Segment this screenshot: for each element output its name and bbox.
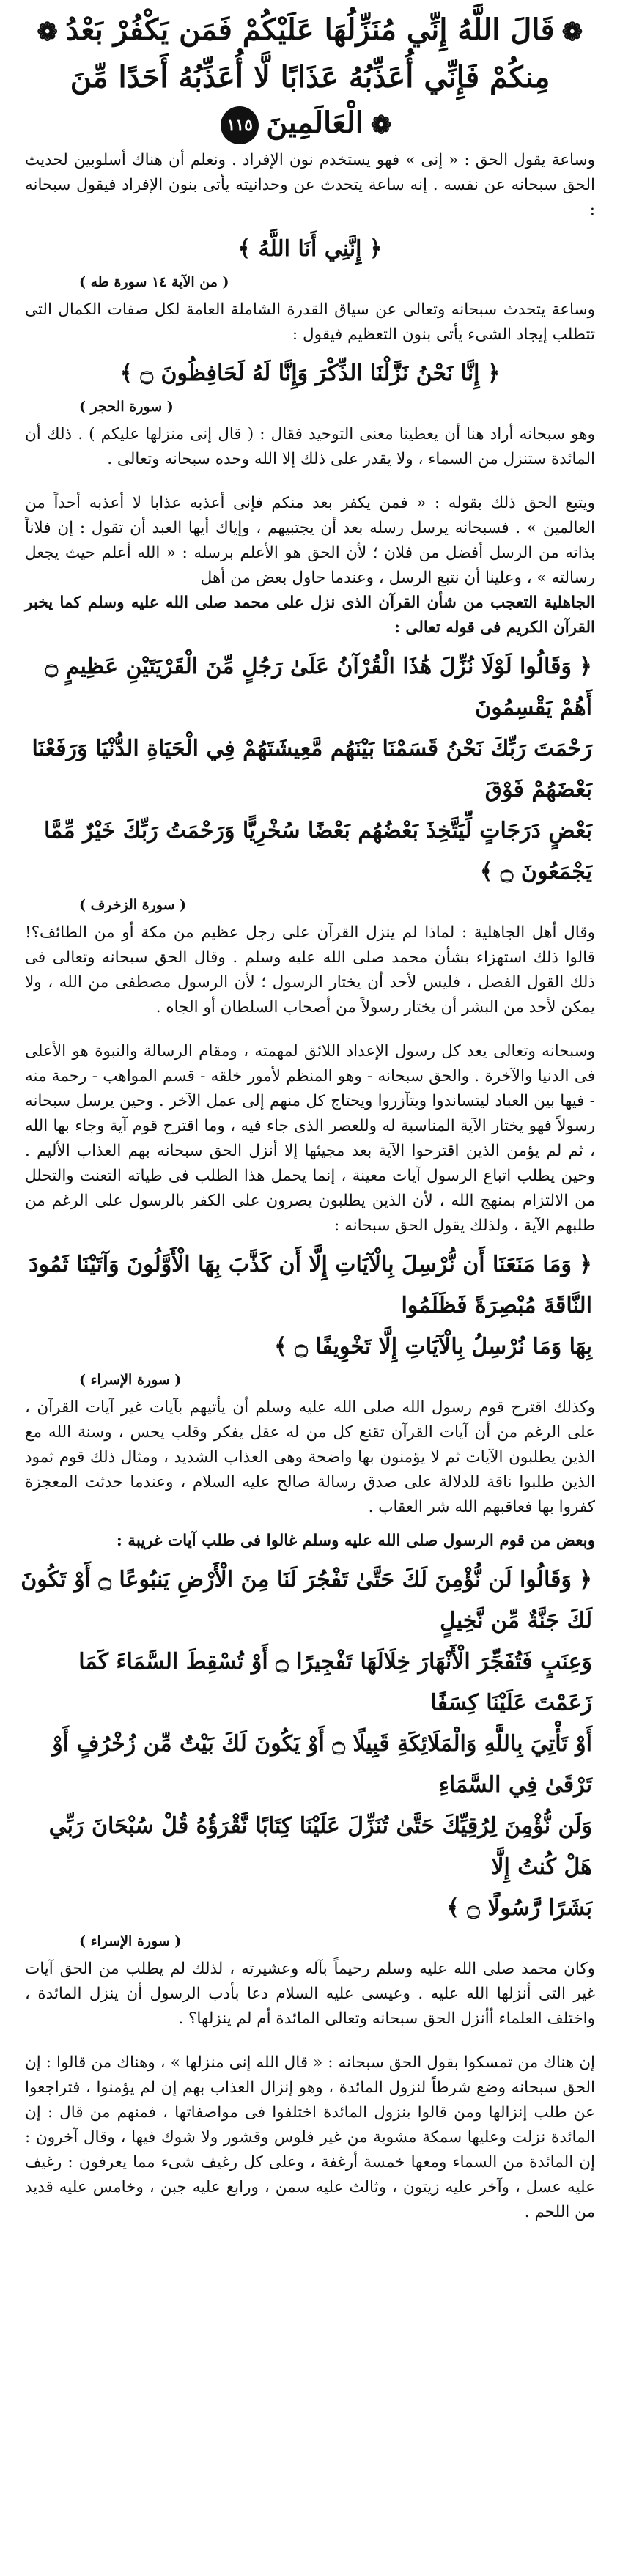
surah-reference: ( سورة الإسراء ) (79, 1372, 182, 1388)
verse-header (21, 7, 599, 148)
verse-number-badge: ١١٥ (221, 106, 259, 144)
surah-reference: ( من الآية ١٤ سورة طه ) (79, 274, 229, 290)
spacer (21, 2031, 599, 2051)
quran-quote (21, 1560, 599, 1929)
spacer (21, 472, 599, 491)
paragraph: إن هناك من تمسكوا بقول الحق سبحانه : « قال الله إنى منزلها » ، وهناك من قالوا : إن الحق سبحانه وضع شرطاً لنزول المائدة ، وهو إنزال العذاب بهم إن لم يؤمنوا ، فتراجعوا عن طلب إنزالها ومن قالوا بنزول المائدة اختلفوا فى مواصفاتها ، فمنهم من قال : إن المائدة نزلت وعليها سمكة مشوية من غير فلوس وقشور ولا شوك فيها ، وقال آخرون : إن المائدة من السماء ومعها خمسة أرغفة ، وعلى كل رغيف شىء مما يعرفون : رغيف عليه عسل ، وآخر عليه زيتون ، وثالث عليه سمن ، ورابع عليه جبن ، وخامس عليه قديد من اللحم . (25, 2053, 595, 2221)
quran-quote (21, 646, 599, 893)
quran-quote-line: وَلَن نُّؤْمِنَ لِرُقِيِّكَ حَتَّىٰ تُنَزِّلَ عَلَيْنَا كِتَابًا نَّقْرَؤُهُ قُلْ سُبْحَانَ رَبِّي هَلْ كُنتُ إِلَّا (48, 1813, 592, 1880)
quran-quote-line: ﴿ إِنَّا نَحْنُ نَزَّلْنَا الذِّكْرَ وَإِنَّا لَهُ لَحَافِظُونَ ۝ ﴾ (119, 361, 501, 386)
quran-quote-line: ﴿ وَقَالُوا لَوْلَا نُزِّلَ هَٰذَا الْقُرْآنُ عَلَىٰ رَجُلٍ مِّنَ الْقَرْيَتَيْنِ عَظِيمٍ ۝ أَهُمْ يَقْسِمُونَ (45, 654, 592, 720)
ornament-icon: ❁ (370, 111, 392, 140)
verse-header-line (21, 55, 599, 100)
quran-quote (21, 353, 599, 394)
surah-reference: ( سورة الزخرف ) (79, 897, 187, 913)
verse-header-text: قَالَ اللَّهُ إِنِّي مُنَزِّلُهَا عَلَيْكُمْ فَمَن يَكْفُرْ بَعْدُ (65, 12, 555, 47)
quran-quote-line: بَعْضٍ دَرَجَاتٍ لِّيَتَّخِذَ بَعْضُهُم بَعْضًا سُخْرِيًّا وَرَحْمَتُ رَبِّكَ خَيْرٌ مِّمَّا يَجْمَعُونَ ۝ ﴾ (43, 818, 592, 885)
verse-header-text: مِنكُمْ فَإِنِّي أُعَذِّبُهُ عَذَابًا لَّا أُعَذِّبُهُ أَحَدًا مِّنَ (70, 60, 550, 95)
content (21, 148, 599, 2225)
quran-quote-line: بَشَرًا رَّسُولًا ۝ ﴾ (446, 1895, 592, 1921)
paragraph: وساعة يتحدث سبحانه وتعالى عن سياق القدرة الشاملة العامة لكل صفات الكمال التى تتطلب إيجاد الشىء يأتى بنون التعظيم فيقول : (25, 300, 595, 344)
verse-header-line (21, 7, 599, 55)
quran-quote (21, 229, 599, 270)
verse-header-line (21, 100, 599, 148)
paragraph: وقال أهل الجاهلية : لماذا لم ينزل القرآن على رجل عظيم من مكة أو من الطائف؟! قالوا ذلك استهزاء بشأن محمد صلى الله عليه وسلم . وقال الحق سبحانه وتعالى فى ذلك القول الفصل ، فليس لأحد أن يختار الرسول ؛ لأن الرسول مصطفى من الله ، ولا يمكن لأحد من البشر أن يختار رسولاً من أصحاب السلطان أو الجاه . (25, 923, 595, 1016)
quran-quote-line: بِهَا وَمَا نُرْسِلُ بِالْآيَاتِ إِلَّا تَخْوِيفًا ۝ ﴾ (274, 1334, 592, 1359)
paragraph: وساعة يقول الحق : « إنى » فهو يستخدم نون الإفراد . ونعلم أن هناك أسلوبين لحديث الحق سبحانه عن نفسه . إنه ساعة يتحدث عن وحدانيته يأتى بنون الإفراد فيقول سبحانه : (25, 151, 595, 219)
quran-quote (21, 1244, 599, 1368)
ornament-icon: ❁ (37, 18, 59, 47)
paragraph: ويتبع الحق ذلك بقوله : « فمن يكفر بعد منكم فإنى أعذبه عذابا لا أعذبه أحداً من العالمين » . فسبحانه يرسل رسله بعد أن يجتبيهم ، وإياك أيها العبد أن تقول : إن فلاناً بذاته من الرسل أفضل من فلان ؛ لأن الحق هو الأعلم برسله : « الله أعلم حيث يجعل رسالته » ، وعلينا أن نتبع الرسل ، وعندما حاول بعض من أهل (25, 494, 595, 587)
spacer (21, 1520, 599, 1529)
paragraph: الجاهلية التعجب من شأن القرآن الذى نزل على محمد صلى الله عليه وسلم كما يخبر القرآن الكريم فى قوله تعالى : (25, 594, 595, 637)
quran-quote-line: ﴿ إِنَّنِي أَنَا اللَّهُ ﴾ (237, 236, 383, 262)
surah-reference: ( سورة الحجر ) (79, 399, 174, 415)
surah-reference: ( سورة الإسراء ) (79, 1933, 182, 1949)
page (21, 0, 599, 2576)
verse-header-text: الْعَالَمِينَ (266, 106, 363, 140)
quran-quote-line: وَعِنَبٍ فَتُفَجِّرَ الْأَنْهَارَ خِلَالَهَا تَفْجِيرًا ۝ أَوْ تُسْقِطَ السَّمَاءَ كَمَا زَعَمْتَ عَلَيْنَا كِسَفًا (78, 1649, 592, 1716)
quran-quote-line: ﴿ وَمَا مَنَعَنَا أَن نُّرْسِلَ بِالْآيَاتِ إِلَّا أَن كَذَّبَ بِهَا الْأَوَّلُونَ وَآتَيْنَا ثَمُودَ النَّاقَةَ مُبْصِرَةً فَظَلَمُوا (29, 1252, 592, 1318)
quran-quote-line: رَحْمَتَ رَبِّكَ نَحْنُ قَسَمْنَا بَيْنَهُم مَّعِيشَتَهُمْ فِي الْحَيَاةِ الدُّنْيَا وَرَفَعْنَا بَعْضَهُمْ فَوْقَ (32, 736, 592, 802)
quran-quote-line: ﴿ وَقَالُوا لَن نُّؤْمِنَ لَكَ حَتَّىٰ تَفْجُرَ لَنَا مِنَ الْأَرْضِ يَنبُوعًا ۝ أَوْ تَكُونَ لَكَ جَنَّةٌ مِّن نَّخِيلٍ (21, 1567, 592, 1634)
quran-quote-line: أَوْ تَأْتِيَ بِاللَّهِ وَالْمَلَائِكَةِ قَبِيلًا ۝ أَوْ يَكُونَ لَكَ بَيْتٌ مِّن زُخْرُفٍ أَوْ تَرْقَىٰ فِي السَّمَاءِ (52, 1731, 592, 1798)
paragraph: وبعض من قوم الرسول صلى الله عليه وسلم غالوا فى طلب آيات غريبة : (116, 1532, 595, 1550)
ornament-icon: ❁ (561, 18, 583, 47)
paragraph: وكذلك اقترح قوم رسول الله صلى الله عليه وسلم أن يأتيهم بآيات غير آيات القرآن ، على الرغم من أن آيات القرآن تقنع كل من له عقل يفكر وقلب يحس ، وسنة الله مع الذين يطلبون الآيات ثم لا يؤمنون بها واضحة وهى العذاب الشديد ، ومثال ذلك قوم ثمود الذين طلبوا ناقة للدلالة على صدق رسالة صالح عليه السلام ، وعندما حدثت المعجزة كفروا بها فعاقبهم الله شر العقاب . (25, 1398, 595, 1516)
paragraph: وهو سبحانه أراد هنا أن يعطينا معنى التوحيد فقال : ( قال إنى منزلها عليكم ) . ذلك أن المائدة ستنزل من السماء ، ولا يقدر على ذلك إلا الله وحده سبحانه وتعالى . (25, 425, 595, 468)
paragraph: وسبحانه وتعالى يعد كل رسول الإعداد اللائق لمهمته ، ومقام الرسالة والنبوة هو الأعلى فى الدنيا والآخرة . والحق سبحانه - وهو المنظم لأمور خلقه - قسم المواهب - رحمة منه - فيها بين العباد ليتساندوا ويتآزروا ويحتاج كل منهم إلى عمل الآخر . وحين يرسل سبحانه رسولاً فهو يختار الآية المناسبة له وللعصر الذى جاء فيه ، وما اقترح قوم آية وجاء بها الله ، ثم لم يؤمن الذين اقترحوا الآية بعد مجيئها إلا أنزل الحق سبحانه بهم العذاب الأليم . وحين يطلب اتباع الرسول آيات معينة ، إنما يحمل هذا الطلب فى طياته التعنت والتحلل من الالتزام بمنهج الله ، لأن الذين يطلبون يصرون على الكفر بالرسول على الرغم من طلبهم الآية ، ولذلك يقول الحق سبحانه : (25, 1042, 595, 1235)
spacer (21, 1020, 599, 1039)
paragraph: وكان محمد صلى الله عليه وسلم رحيماً بآله وعشيرته ، لذلك لم يطلب من الحق آيات غير التى أنزلها الله عليه . وعيسى عليه السلام دعا بأدب الرسول أن ينزل المائدة ، واختلف العلماء أأنزل الحق سبحانه وتعالى المائدة أم لم ينزلها؟ . (25, 1960, 595, 2028)
